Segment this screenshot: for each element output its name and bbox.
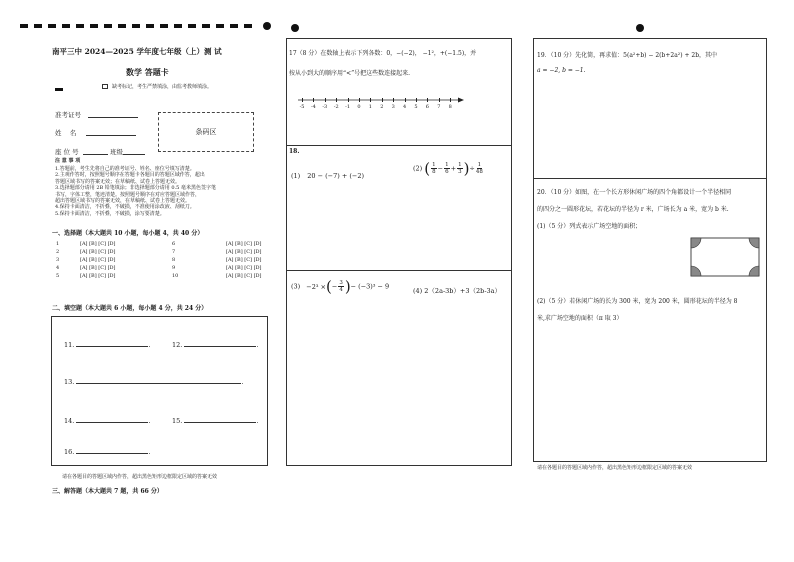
number-line-tick xyxy=(382,98,383,102)
class-field[interactable] xyxy=(123,147,145,155)
notes-line: 4.保持卡面清洁，不折叠，不破损，不准使用涂改液、刮纸刀。 xyxy=(55,204,195,211)
number-line-tick-label: 8 xyxy=(448,104,452,110)
mcq-options[interactable]: [A] [B] [C] [D] xyxy=(80,257,116,263)
number-line-tick-label: 0 xyxy=(357,104,361,110)
number-line-tick xyxy=(313,98,314,102)
mcq-options[interactable]: [A] [B] [C] [D] xyxy=(80,241,116,247)
alignment-dash-line xyxy=(20,24,256,28)
fraction: $\frac{1}{3}$ xyxy=(458,162,462,175)
fraction: $\frac{1}{6}$ xyxy=(445,162,449,175)
mcq-number: 2 xyxy=(56,249,60,255)
number-line-tick xyxy=(370,98,371,102)
notes-line: 1.答题前，考生先将自己的准考证号、姓名、座位号填写清楚。 xyxy=(55,166,195,172)
class-label: 班级 xyxy=(110,148,123,156)
q18-part3: (3) −2³ ×(− $\frac{3}{4}$ )− (−3)³ − 9 xyxy=(291,277,390,296)
blank-number: 16. xyxy=(64,448,75,456)
name-field[interactable] xyxy=(86,128,136,136)
mcq-number: 4 xyxy=(56,265,60,271)
q18-part4-expr: 2（2a-3b）+3（2b-3a） xyxy=(424,287,502,295)
blank-item: 14. . xyxy=(64,417,151,425)
seat-label: 座 位 号 xyxy=(55,148,79,156)
q18-label: 18. xyxy=(289,148,300,155)
q20-part1: (1)（5 分）列式表示广场空地的面积； xyxy=(537,223,642,230)
q18-part1-expr: 20 − (−7) + (−2) xyxy=(307,172,365,180)
number-line-tick xyxy=(325,98,326,102)
mcq-number: 9 xyxy=(172,265,176,271)
mcq-row xyxy=(56,241,262,247)
boundary-note: 请在各题目的答题区域内作答，超出黑色矩形边框限定区域的答案无效 xyxy=(62,474,218,480)
mcq-number: 8 xyxy=(172,257,176,263)
number-line-tick xyxy=(427,98,428,102)
q20-part2-line1: (2)（5 分）若休闲广场的长为 300 米，宽为 200 米，圆形花坛的半径为 8 xyxy=(537,298,738,305)
notes-line: 超出答题区域书写的答案无效，在草稿纸、试卷上答题无效。 xyxy=(55,198,191,205)
blank-number: 14. xyxy=(64,417,75,425)
blank-answer-line[interactable] xyxy=(184,341,256,347)
number-line-tick xyxy=(348,98,349,102)
mcq-options[interactable]: [A] [B] [C] [D] xyxy=(80,249,116,255)
notes-title: 注 意 事 项 xyxy=(55,158,81,164)
blank-answer-line[interactable] xyxy=(76,448,148,454)
number-line-tick-label: -5 xyxy=(299,104,305,110)
mcq-number: 6 xyxy=(172,241,176,247)
blank-number: 12. xyxy=(172,341,183,349)
mcq-number: 1 xyxy=(56,241,60,247)
number-line-tick-label: -1 xyxy=(345,104,351,110)
number-line-tick xyxy=(393,98,394,102)
q18-part4-label: (4) xyxy=(413,287,423,295)
q18-part4 xyxy=(413,286,501,295)
q19-text-line1: 19．（10 分）先化简，再求值：5(a²+b) − 2(b+2a²) + 2b，其中 xyxy=(537,52,718,59)
number-line-tick xyxy=(302,98,303,102)
q18-part2-label: (2) xyxy=(413,164,423,173)
mcq-options[interactable]: [A] [B] [C] [D] xyxy=(226,273,262,279)
q20-part2-line2: 米,求广场空地的面积（π 取 3） xyxy=(537,315,623,322)
number-line-tick xyxy=(405,98,406,102)
divider xyxy=(286,145,512,146)
mcq-number: 10 xyxy=(172,273,179,279)
seat-field[interactable] xyxy=(83,147,108,155)
mcq-options[interactable]: [A] [B] [C] [D] xyxy=(226,265,262,271)
number-line-tick-label: 6 xyxy=(425,104,429,110)
blank-number: 13. xyxy=(64,378,75,386)
number-line xyxy=(298,94,464,114)
blank-answer-line[interactable] xyxy=(184,417,256,423)
section1-title: 一、选择题（本大题共 10 小题，每小题 4，共 40 分） xyxy=(52,230,204,237)
notes-line: 书写，字体工整，笔迹清楚。按照题号顺序在对应答题区域作答， xyxy=(55,191,201,198)
blank-number: 11. xyxy=(64,341,75,349)
absent-checkbox[interactable] xyxy=(102,84,108,89)
fraction: $\frac{1}{8}$ xyxy=(432,162,436,175)
notes-list xyxy=(55,166,270,217)
blank-item: 13. . xyxy=(64,378,244,386)
barcode-area xyxy=(158,112,254,152)
number-line-tick xyxy=(439,98,440,102)
absent-mark-bar xyxy=(55,88,63,91)
number-line-tick-label: -4 xyxy=(310,104,316,110)
blank-answer-line[interactable] xyxy=(76,417,148,423)
boundary-note: 请在各题目的答题区域内作答，超出黑色矩形边框限定区域的答案无效 xyxy=(537,465,693,471)
q17-text-line1: 17（8 分）在数轴上表示下列各数：0，−(−2)， −1²，+(−1.5)，并 xyxy=(289,50,477,57)
mcq-number: 5 xyxy=(56,273,60,279)
number-line-tick-label: 5 xyxy=(414,104,418,110)
exam-no-label: 准考证号 xyxy=(55,111,81,119)
fill-blank-answer-box xyxy=(51,316,268,466)
notes-line: 答题区域书写的答案无效；在草稿纸、试卷上答题无效。 xyxy=(55,178,181,185)
number-line-tick xyxy=(416,98,417,102)
plaza-rectangle-figure xyxy=(690,237,760,277)
notes-line: 2.主观作答时，按照题号顺序在答题卡各题目的答题区域作答，超出 xyxy=(55,172,205,179)
number-line-tick-label: 2 xyxy=(380,104,384,110)
mcq-options[interactable]: [A] [B] [C] [D] xyxy=(226,249,262,255)
alignment-dot xyxy=(291,24,299,32)
divider xyxy=(533,178,767,179)
number-line-tick xyxy=(450,98,451,102)
blank-item: 16. . xyxy=(64,448,151,456)
blank-number: 15. xyxy=(172,417,183,425)
q17-text-line2: 按从小到大的顺序用“<”号把这些数连接起来. xyxy=(289,70,411,77)
section3-title: 三、解答题（本大题共 7 题，共 66 分） xyxy=(52,488,163,495)
number-line-tick-label: -3 xyxy=(322,104,328,110)
name-label: 姓 名 xyxy=(55,129,77,137)
q18-part1-label: (1) xyxy=(291,172,301,180)
page-title: 南平三中 2024—2025 学年度七年级（上）测 试 xyxy=(52,47,222,56)
alignment-dot xyxy=(263,22,271,30)
notes-line: 5.保持卡面清洁，不折叠，不破损，涂写要清楚。 xyxy=(55,210,165,217)
section2-title: 二、填空题（本大题共 6 小题，每小题 4 分，共 24 分） xyxy=(52,305,208,312)
q18-part3-label: (3) xyxy=(291,282,301,291)
mcq-options[interactable]: [A] [B] [C] [D] xyxy=(80,265,116,271)
q20-text-line2: 的四分之一圆形花坛，若花坛的半径为 r 米，广场长为 a 米，宽为 b 米. xyxy=(537,206,729,213)
number-line-tick-label: 4 xyxy=(403,104,407,110)
fraction: $\frac{3}{4}$ xyxy=(339,280,343,293)
divider xyxy=(286,270,512,271)
number-line-tick xyxy=(359,98,360,102)
number-line-tick-label: 7 xyxy=(437,104,441,110)
blank-item: 15. . xyxy=(172,417,259,425)
q18-part1 xyxy=(291,172,364,180)
alignment-dot xyxy=(636,24,644,32)
blank-answer-line[interactable] xyxy=(76,341,148,347)
number-line-tick-label: -2 xyxy=(333,104,339,110)
fraction: $\frac{1}{48}$ xyxy=(475,162,483,175)
mcq-number: 7 xyxy=(172,249,176,255)
blank-item: 12. . xyxy=(172,341,259,349)
q20-text-line1: 20．（10 分）如图，在一个长方形休闲广场的四个角都设计一个半径相同 xyxy=(537,189,732,196)
mcq-options[interactable]: [A] [B] [C] [D] xyxy=(226,241,262,247)
mcq-number: 3 xyxy=(56,257,60,263)
barcode-label: 条码区 xyxy=(195,128,217,136)
number-line-tick-label: 1 xyxy=(368,104,372,110)
number-line-tick-label: 3 xyxy=(391,104,395,110)
q19-text-line2: a = −2, b = −1. xyxy=(537,67,586,74)
blank-item: 11. . xyxy=(64,341,151,349)
plaza-figure xyxy=(690,237,760,277)
notes-line: 3.选择题部分请用 2B 铅笔填涂；非选择题部分请用 0.5 毫米黑色签字笔 xyxy=(55,185,216,192)
subject-title: 数学 答题卡 xyxy=(126,67,169,77)
q18-part2: (2) ( $\frac{1}{8}$ − $\frac{1}{6}$ + $\frac{1}{3}$ )÷ $\frac{1}{48}$ xyxy=(413,159,483,178)
exam-no-field[interactable] xyxy=(88,110,138,118)
absent-note: 缺考标记，考生严禁填涂，由监考教师填涂。 xyxy=(112,84,213,90)
mcq-row xyxy=(56,249,262,255)
mcq-row xyxy=(56,265,262,271)
mcq-options[interactable]: [A] [B] [C] [D] xyxy=(226,257,262,263)
number-line-tick xyxy=(336,98,337,102)
mcq-options[interactable]: [A] [B] [C] [D] xyxy=(80,273,116,279)
mcq-row xyxy=(56,273,262,279)
mcq-row xyxy=(56,257,262,263)
blank-answer-line[interactable] xyxy=(76,378,241,384)
